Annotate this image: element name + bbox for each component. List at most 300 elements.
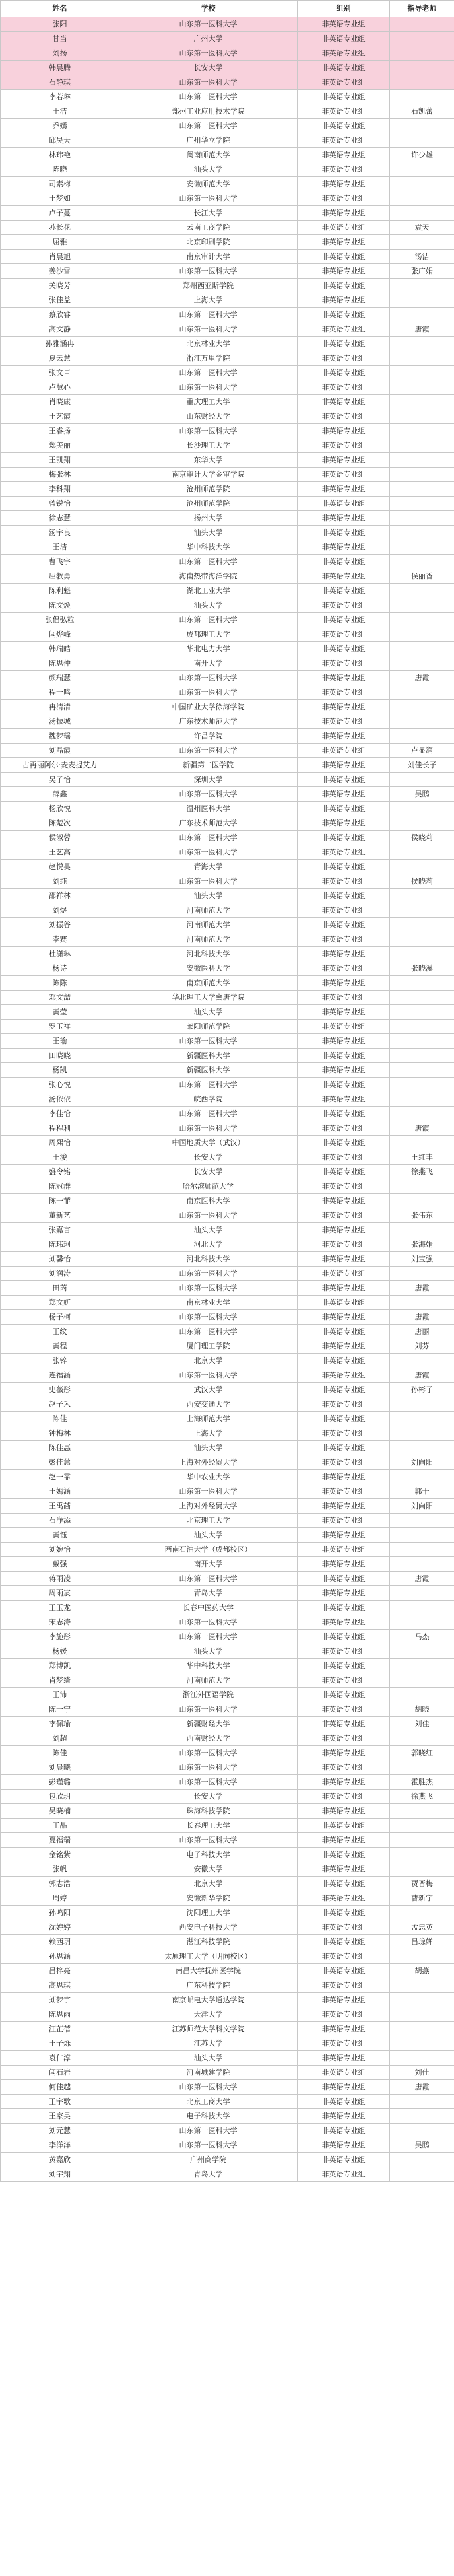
cell-school: 上海对外经贸大学	[119, 1499, 298, 1514]
cell-group: 非英语专业组	[298, 1470, 390, 1484]
cell-group: 非英语专业组	[298, 1136, 390, 1150]
cell-school: 厦门理工学院	[119, 1339, 298, 1354]
cell-group: 非英语专业组	[298, 1005, 390, 1020]
cell-school: 新疆医科大学	[119, 1049, 298, 1063]
cell-school: 广东科技学院	[119, 1978, 298, 1993]
cell-group: 非英语专业组	[298, 1310, 390, 1325]
table-row	[1, 584, 454, 598]
cell-advisor	[390, 1078, 454, 1092]
cell-school: 山东第一医科大学	[119, 1310, 298, 1325]
table-row	[1, 1964, 454, 1978]
cell-school: 长沙理工大学	[119, 438, 298, 453]
cell-group: 非英语专业组	[298, 961, 390, 976]
cell-group: 非英语专业组	[298, 380, 390, 395]
cell-name: 邓文喆	[1, 991, 119, 1005]
cell-group: 非英语专业组	[298, 1020, 390, 1034]
table-row	[1, 1673, 454, 1688]
cell-advisor: 唐霞	[390, 1310, 454, 1325]
cell-group: 非英语专业组	[298, 540, 390, 555]
cell-name: 何佳越	[1, 2080, 119, 2095]
cell-school: 南京师范大学	[119, 976, 298, 991]
cell-advisor	[390, 2095, 454, 2109]
table-row	[1, 1325, 454, 1339]
cell-school: 郑州西亚斯学院	[119, 279, 298, 293]
table-row	[1, 1906, 454, 1920]
cell-advisor	[390, 162, 454, 177]
header-row	[1, 1, 454, 17]
cell-advisor	[390, 932, 454, 947]
cell-name: 王洁	[1, 540, 119, 555]
cell-advisor	[390, 279, 454, 293]
cell-group: 非英语专业组	[298, 1790, 390, 1804]
cell-group: 非英语专业组	[298, 351, 390, 366]
table-row	[1, 1455, 454, 1470]
cell-school: 长春中医药大学	[119, 1601, 298, 1615]
table-row	[1, 1993, 454, 2007]
cell-advisor	[390, 773, 454, 787]
cell-group: 非英语专业组	[298, 1078, 390, 1092]
cell-advisor: 吕琼婵	[390, 1935, 454, 1949]
cell-name: 甘当	[1, 32, 119, 46]
table-row	[1, 1092, 454, 1107]
table-row	[1, 918, 454, 932]
cell-group: 非英语专业组	[298, 322, 390, 337]
cell-school: 江苏大学	[119, 2036, 298, 2051]
cell-name: 张嘉言	[1, 1223, 119, 1237]
cell-school: 广东技术师范大学	[119, 714, 298, 729]
cell-school: 沧州师范学院	[119, 497, 298, 511]
table-row	[1, 932, 454, 947]
cell-advisor	[390, 2036, 454, 2051]
cell-school: 汕头大学	[119, 526, 298, 540]
cell-school: 安徽医科大学	[119, 961, 298, 976]
table-row	[1, 1760, 454, 1775]
cell-advisor: 唐丽	[390, 1325, 454, 1339]
cell-advisor	[390, 613, 454, 627]
cell-school: 青岛大学	[119, 1586, 298, 1601]
table-row	[1, 1005, 454, 1020]
cell-name: 吴晓楠	[1, 1804, 119, 1819]
cell-group: 非英语专业组	[298, 1920, 390, 1935]
table-row	[1, 1528, 454, 1543]
cell-advisor	[390, 947, 454, 961]
cell-group: 非英语专业组	[298, 1862, 390, 1877]
table-row	[1, 250, 454, 264]
cell-advisor: 侯晓莉	[390, 831, 454, 845]
cell-name: 刘宇翔	[1, 2167, 119, 2182]
cell-group: 非英语专业组	[298, 889, 390, 903]
cell-school: 河北科技大学	[119, 947, 298, 961]
cell-school: 山东第一医科大学	[119, 322, 298, 337]
cell-group: 非英语专业组	[298, 1630, 390, 1644]
cell-advisor	[390, 1760, 454, 1775]
cell-advisor	[390, 17, 454, 32]
cell-advisor	[390, 1659, 454, 1673]
cell-group: 非英语专业组	[298, 627, 390, 642]
cell-name: 刘元慧	[1, 2124, 119, 2138]
table-row	[1, 1543, 454, 1557]
cell-name: 陈陈	[1, 976, 119, 991]
cell-name: 闫烨峰	[1, 627, 119, 642]
cell-school: 山东第一医科大学	[119, 874, 298, 889]
cell-group: 非英语专业组	[298, 845, 390, 860]
cell-group: 非英语专业组	[298, 1673, 390, 1688]
cell-group: 非英语专业组	[298, 1760, 390, 1775]
table-row	[1, 1978, 454, 1993]
cell-advisor	[390, 1949, 454, 1964]
cell-name: 陈利魁	[1, 584, 119, 598]
cell-school: 山东第一医科大学	[119, 264, 298, 279]
table-row	[1, 1833, 454, 1848]
cell-name: 李洋洋	[1, 2138, 119, 2153]
cell-name: 金铭紫	[1, 1848, 119, 1862]
table-row	[1, 1935, 454, 1949]
cell-group: 非英语专业组	[298, 1601, 390, 1615]
cell-advisor	[390, 1426, 454, 1441]
cell-name: 苏长花	[1, 221, 119, 235]
table-row	[1, 264, 454, 279]
cell-school: 长安大学	[119, 1165, 298, 1179]
cell-name: 刘润涛	[1, 1267, 119, 1281]
cell-group: 非英语专业组	[298, 1804, 390, 1819]
cell-school: 山东第一医科大学	[119, 831, 298, 845]
cell-group: 非英语专业组	[298, 2109, 390, 2124]
cell-advisor: 张海娟	[390, 1237, 454, 1252]
cell-advisor	[390, 642, 454, 656]
table-row	[1, 642, 454, 656]
table-row	[1, 438, 454, 453]
cell-name: 曹飞宇	[1, 555, 119, 569]
cell-name: 王艺高	[1, 845, 119, 860]
table-row	[1, 729, 454, 744]
header-school: 学校	[119, 1, 298, 17]
cell-name: 刘梦宇	[1, 1993, 119, 2007]
cell-school: 西南财经大学	[119, 1731, 298, 1746]
cell-group: 非英语专业组	[298, 976, 390, 991]
cell-name: 董新艺	[1, 1208, 119, 1223]
cell-name: 黄钰	[1, 1528, 119, 1543]
cell-group: 非英语专业组	[298, 642, 390, 656]
cell-group: 非英语专业组	[298, 1194, 390, 1208]
cell-name: 张侣弘粒	[1, 613, 119, 627]
table-row	[1, 17, 454, 32]
cell-group: 非英语专业组	[298, 598, 390, 613]
cell-group: 非英语专业组	[298, 1775, 390, 1790]
cell-group: 非英语专业组	[298, 1964, 390, 1978]
cell-name: 颜瑞慧	[1, 671, 119, 685]
cell-advisor	[390, 627, 454, 642]
cell-school: 青海大学	[119, 860, 298, 874]
cell-advisor	[390, 191, 454, 206]
cell-advisor	[390, 337, 454, 351]
cell-advisor: 徐燕飞	[390, 1790, 454, 1804]
table-row	[1, 1107, 454, 1121]
cell-group: 非英语专业组	[298, 1063, 390, 1078]
cell-group: 非英语专业组	[298, 1731, 390, 1746]
cell-name: 盛令铭	[1, 1165, 119, 1179]
cell-name: 王宇歌	[1, 2095, 119, 2109]
cell-group: 非英语专业组	[298, 802, 390, 816]
cell-name: 程一鸣	[1, 685, 119, 700]
cell-advisor	[390, 482, 454, 497]
cell-school: 华中科技大学	[119, 1659, 298, 1673]
cell-group: 非英语专业组	[298, 104, 390, 119]
cell-school: 山东第一医科大学	[119, 685, 298, 700]
cell-advisor	[390, 1296, 454, 1310]
table-row	[1, 555, 454, 569]
cell-school: 山东第一医科大学	[119, 1121, 298, 1136]
cell-advisor	[390, 526, 454, 540]
cell-name: 王睿扬	[1, 424, 119, 438]
cell-name: 孙雅涵冉	[1, 337, 119, 351]
cell-school: 长安大学	[119, 1150, 298, 1165]
cell-name: 郑美丽	[1, 438, 119, 453]
table-row	[1, 46, 454, 61]
table-row	[1, 221, 454, 235]
cell-name: 卢慧心	[1, 380, 119, 395]
cell-advisor	[390, 2153, 454, 2167]
cell-name: 侯淑蓉	[1, 831, 119, 845]
cell-group: 非英语专业组	[298, 1121, 390, 1136]
cell-group: 非英语专业组	[298, 1049, 390, 1063]
table-row	[1, 2066, 454, 2080]
cell-name: 戴强	[1, 1557, 119, 1572]
cell-school: 山东第一医科大学	[119, 308, 298, 322]
cell-advisor	[390, 1049, 454, 1063]
table-row	[1, 526, 454, 540]
table-row	[1, 409, 454, 424]
cell-group: 非英语专业组	[298, 1325, 390, 1339]
cell-advisor: 侯丽香	[390, 569, 454, 584]
cell-advisor: 张广娟	[390, 264, 454, 279]
cell-group: 非英语专业组	[298, 1165, 390, 1179]
cell-name: 汤振城	[1, 714, 119, 729]
table-row	[1, 1514, 454, 1528]
cell-group: 非英语专业组	[298, 1688, 390, 1702]
cell-group: 非英语专业组	[298, 2095, 390, 2109]
cell-school: 长安大学	[119, 61, 298, 75]
cell-advisor	[390, 2022, 454, 2036]
cell-name: 陈楚次	[1, 816, 119, 831]
table-row	[1, 337, 454, 351]
cell-school: 南开大学	[119, 1557, 298, 1572]
cell-group: 非英语专业组	[298, 409, 390, 424]
cell-name: 李佳恰	[1, 1107, 119, 1121]
cell-group: 非英语专业组	[298, 1455, 390, 1470]
table-row	[1, 380, 454, 395]
table-row	[1, 482, 454, 497]
cell-group: 非英语专业组	[298, 584, 390, 598]
cell-group: 非英语专业组	[298, 860, 390, 874]
table-row	[1, 816, 454, 831]
table-row	[1, 1630, 454, 1644]
header-group: 组别	[298, 1, 390, 17]
cell-advisor: 唐霞	[390, 322, 454, 337]
table-row	[1, 1572, 454, 1586]
cell-name: 赵子禾	[1, 1397, 119, 1412]
cell-advisor	[390, 497, 454, 511]
cell-group: 非英语专业组	[298, 1368, 390, 1383]
cell-advisor: 张晓溪	[390, 961, 454, 976]
table-row	[1, 1601, 454, 1615]
cell-advisor	[390, 1978, 454, 1993]
cell-group: 非英语专业组	[298, 1383, 390, 1397]
table-row	[1, 1383, 454, 1397]
cell-name: 陈佳	[1, 1746, 119, 1760]
cell-school: 河南师范大学	[119, 918, 298, 932]
cell-name: 孙鸣阳	[1, 1906, 119, 1920]
cell-group: 非英语专业组	[298, 1848, 390, 1862]
cell-name: 汤依依	[1, 1092, 119, 1107]
cell-school: 云南工商学院	[119, 221, 298, 235]
cell-name: 陈冠群	[1, 1179, 119, 1194]
cell-advisor	[390, 918, 454, 932]
cell-name: 周婷	[1, 1891, 119, 1906]
cell-name: 郭志浩	[1, 1877, 119, 1891]
cell-group: 非英语专业组	[298, 744, 390, 758]
cell-school: 南京医科大学	[119, 1194, 298, 1208]
cell-advisor	[390, 1848, 454, 1862]
cell-advisor	[390, 1107, 454, 1121]
table-row	[1, 1194, 454, 1208]
cell-group: 非英语专业组	[298, 918, 390, 932]
cell-name: 陈佳惠	[1, 1441, 119, 1455]
table-row	[1, 1920, 454, 1935]
cell-advisor	[390, 1731, 454, 1746]
cell-school: 山东第一医科大学	[119, 17, 298, 32]
cell-school: 汕头大学	[119, 1644, 298, 1659]
cell-advisor: 唐霞	[390, 1121, 454, 1136]
cell-school: 山东第一医科大学	[119, 1208, 298, 1223]
table-row	[1, 1397, 454, 1412]
cell-name: 闫石岩	[1, 2066, 119, 2080]
table-row	[1, 90, 454, 104]
table-row	[1, 671, 454, 685]
table-row	[1, 1310, 454, 1325]
cell-advisor	[390, 1267, 454, 1281]
cell-name: 姜沙雪	[1, 264, 119, 279]
cell-school: 深圳大学	[119, 773, 298, 787]
cell-name: 夏云慧	[1, 351, 119, 366]
cell-name: 魏梦瑶	[1, 729, 119, 744]
table-row	[1, 1819, 454, 1833]
table-body	[1, 17, 454, 2182]
cell-group: 非英语专业组	[298, 2167, 390, 2182]
table-row	[1, 1020, 454, 1034]
cell-advisor	[390, 1644, 454, 1659]
cell-group: 非英语专业组	[298, 148, 390, 162]
cell-school: 河南师范大学	[119, 903, 298, 918]
cell-group: 非英语专业组	[298, 2007, 390, 2022]
table-row	[1, 1281, 454, 1296]
table-row	[1, 395, 454, 409]
cell-group: 非英语专业组	[298, 1935, 390, 1949]
table-row	[1, 2036, 454, 2051]
cell-name: 郑文妍	[1, 1296, 119, 1310]
cell-school: 山东第一医科大学	[119, 1078, 298, 1092]
table-row	[1, 1790, 454, 1804]
cell-name: 李若琳	[1, 90, 119, 104]
table-row	[1, 1848, 454, 1862]
cell-advisor	[390, 802, 454, 816]
cell-group: 非英语专业组	[298, 1557, 390, 1572]
cell-school: 山东第一医科大学	[119, 744, 298, 758]
cell-school: 新疆财经大学	[119, 1717, 298, 1731]
cell-advisor: 胡燕	[390, 1964, 454, 1978]
cell-group: 非英语专业组	[298, 191, 390, 206]
table-row	[1, 2022, 454, 2036]
cell-school: 汕头大学	[119, 1528, 298, 1543]
cell-advisor	[390, 177, 454, 191]
cell-name: 王禹菡	[1, 1499, 119, 1514]
cell-school: 东华大学	[119, 453, 298, 468]
cell-group: 非英语专业组	[298, 46, 390, 61]
cell-group: 非英语专业组	[298, 424, 390, 438]
cell-advisor	[390, 1194, 454, 1208]
cell-name: 曾锐怡	[1, 497, 119, 511]
cell-advisor: 唐霞	[390, 1368, 454, 1383]
cell-name: 石净添	[1, 1514, 119, 1528]
cell-group: 非英语专业组	[298, 75, 390, 90]
cell-name: 陈思仲	[1, 656, 119, 671]
cell-advisor: 汤洁	[390, 250, 454, 264]
table-row	[1, 903, 454, 918]
cell-group: 非英语专业组	[298, 1528, 390, 1543]
table-row	[1, 133, 454, 148]
cell-name: 张阳	[1, 17, 119, 32]
cell-school: 北京林业大学	[119, 337, 298, 351]
cell-school: 成都理工大学	[119, 627, 298, 642]
cell-group: 非英语专业组	[298, 1223, 390, 1237]
cell-school: 河北科技大学	[119, 1252, 298, 1267]
cell-name: 高文静	[1, 322, 119, 337]
cell-name: 杨子柯	[1, 1310, 119, 1325]
cell-school: 武汉大学	[119, 1383, 298, 1397]
table-row	[1, 322, 454, 337]
cell-advisor	[390, 976, 454, 991]
table-row	[1, 293, 454, 308]
cell-school: 湛江科技学院	[119, 1935, 298, 1949]
cell-name: 黄嘉欣	[1, 2153, 119, 2167]
cell-school: 上海大学	[119, 293, 298, 308]
cell-name: 王沛	[1, 1688, 119, 1702]
cell-school: 江苏师范大学科文学院	[119, 2022, 298, 2036]
cell-group: 非英语专业组	[298, 656, 390, 671]
table-row	[1, 511, 454, 526]
cell-name: 肖晓康	[1, 395, 119, 409]
cell-school: 华北理工大学冀唐学院	[119, 991, 298, 1005]
cell-school: 南京审计大学	[119, 250, 298, 264]
table-row	[1, 1804, 454, 1819]
cell-advisor: 石凯蕾	[390, 104, 454, 119]
cell-group: 非英语专业组	[298, 1484, 390, 1499]
cell-group: 非英语专业组	[298, 177, 390, 191]
table-row	[1, 308, 454, 322]
cell-name: 周熙怡	[1, 1136, 119, 1150]
cell-advisor	[390, 1993, 454, 2007]
cell-name: 陈晓	[1, 162, 119, 177]
cell-school: 安徽大学	[119, 1862, 298, 1877]
cell-group: 非英语专业组	[298, 1615, 390, 1630]
cell-group: 非英语专业组	[298, 1993, 390, 2007]
cell-advisor	[390, 2007, 454, 2022]
table-row	[1, 1339, 454, 1354]
cell-advisor	[390, 468, 454, 482]
table-row	[1, 191, 454, 206]
cell-group: 非英语专业组	[298, 1906, 390, 1920]
cell-group: 非英语专业组	[298, 221, 390, 235]
cell-group: 非英语专业组	[298, 17, 390, 32]
